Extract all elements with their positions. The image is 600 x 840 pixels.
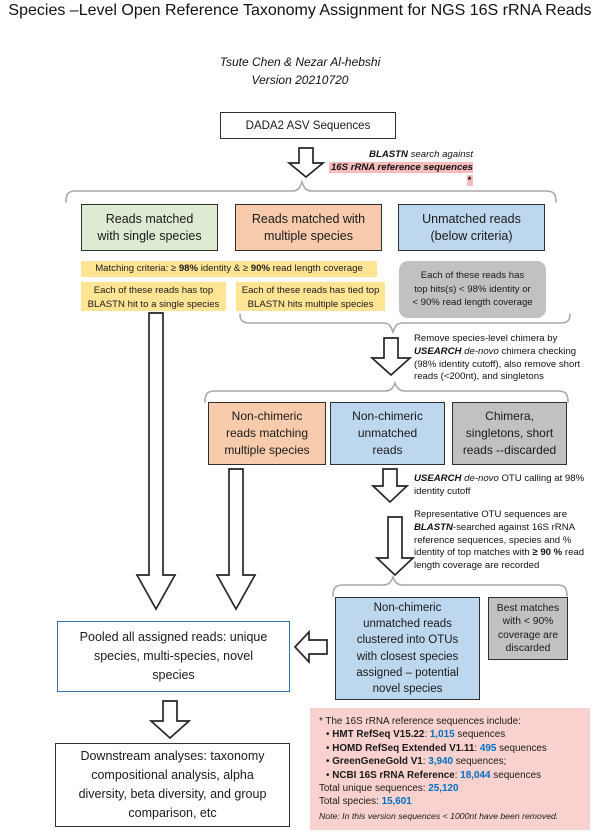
node-line: compositional analysis, alpha [91,768,254,782]
tool-name: USEARCH [414,345,462,357]
node-line: Best matches [496,602,560,614]
reference-item: • HOMD RefSeq Extended V1.11: 495 sequences [326,742,547,754]
note-unmatched-reads [399,261,546,318]
node-line: coverage are [497,629,559,641]
merge-brace-icon [240,314,570,334]
node-line: discarded [505,642,551,654]
split-brace-icon [66,180,556,203]
reference-sequences-box [310,708,590,830]
node-line: Unmatched reads [422,211,521,226]
long-arrow-down-icon [136,312,176,610]
node-line: comparison, etc [128,806,217,820]
node-pooled-reads [57,621,290,692]
annotation-text: chimera checking (98% identity cutoff), also remove short reads (<200nt), and singletons [414,345,581,383]
node-line: multiple species [264,228,353,243]
node-line: with closest species [356,650,459,663]
annotation-text: -searched against 16S rRNA reference sequences, species and % identity of top matches with [414,521,575,559]
split-brace-icon [333,576,567,597]
note-line: Each of these reads has [420,270,525,282]
node-line: species [152,668,195,682]
arrow-down-icon [376,516,414,576]
node-line: unmatched [357,426,418,440]
annotation-chimera-removal [414,333,590,384]
node-line: unmatched reads [363,618,452,631]
arrow-down-icon [371,337,411,376]
node-line: clustered into OTUs [356,634,459,647]
node-unmatched-reads [398,204,545,251]
node-matched-single-species [81,204,218,251]
note-single-species [81,282,226,311]
node-line: Non-chimeric [352,409,423,423]
bullet-icon: • [326,756,330,768]
node-line: diversity, beta diversity, and group [78,787,267,801]
criteria-text: Matching criteria: ≥ [95,263,179,274]
annotation-blastn-line1: BLASTN search against [369,149,473,160]
node-line: assigned – potential [356,666,459,679]
node-nonchimeric-unmatched [330,402,445,465]
node-line: with single species [97,228,202,243]
annotation-text: de-novo [461,473,499,484]
node-discarded-reads [452,402,567,465]
annotation-blastn-line2: 16S rRNA reference sequences * [330,161,473,186]
title-line1: Species –Level Open Reference Taxonomy Assignment [8,2,404,19]
reference-total: Total unique sequences: 25,120 [319,783,459,795]
node-low-coverage-discarded [488,597,568,660]
annotation-text: Representative OTU sequences are [414,509,568,520]
split-brace-icon [205,382,568,402]
page-title [0,0,600,22]
note-multiple-species [236,282,385,311]
matching-criteria-bar [81,261,377,277]
node-matched-multiple-species [235,204,382,251]
node-line: novel species [372,682,443,695]
note-line: Each of these reads has top [93,285,214,296]
reference-header: * The 16S rRNA reference sequences include: [319,716,521,727]
node-line: Non-chimeric [373,601,442,614]
reference-total: Total species: 15,601 [319,796,412,808]
note-line: < 90% read length coverage [412,297,533,309]
note-line: BLASTN hit to a single species [87,298,220,310]
annotation-text: read length coverage are recorded [414,547,585,572]
node-line: species, multi-species, novel [93,649,254,663]
annotation-text: de-novo [461,345,499,357]
node-line: Non-chimeric [231,409,303,423]
title-line2: for NGS 16S rRNA Reads [407,2,592,19]
bullet-icon: • [326,769,330,781]
node-line: reads [372,443,403,457]
node-otu-clustered [335,597,480,700]
annotation-text: Remove species-level chimera by [414,333,558,344]
node-line: Reads matched [105,211,194,226]
node-line: with < 90% [502,616,554,628]
reference-item: • NCBI 16S rRNA Reference: 18,044 sequences [326,769,542,781]
node-line: multiple species [224,443,310,457]
criteria-text: read length coverage [269,263,363,274]
note-line: Each of these reads has tied top [241,285,380,296]
tool-name: USEARCH [414,473,462,484]
node-line: Pooled all assigned reads: unique [79,630,268,644]
arrow-down-icon [150,700,190,739]
arrow-left-icon [294,629,328,665]
reference-item: • HMT RefSeq V15.22: 1,015 sequences [326,729,506,741]
bullet-icon: • [326,742,330,754]
node-line: reads matching [225,426,309,440]
bullet-icon: • [326,729,330,741]
node-dada2-asv [220,112,396,139]
node-line: reads --discarded [462,443,557,457]
version-label: Version 20210720 [251,73,349,87]
criteria-value: 98% [178,263,199,274]
arrow-down-icon [372,468,408,503]
annotation-representative-otu [414,509,592,573]
tool-name: BLASTN [414,521,453,533]
annotation-value: ≥ 90 % [532,547,563,559]
node-line: singletons, short [465,426,554,440]
annotation-otu-calling [414,473,590,499]
arrow-down-icon [288,147,324,178]
criteria-text: identity & ≥ [198,263,251,274]
node-line: Chimera, [485,409,534,423]
annotation-text: OTU calling at 98% identity cutoff [414,473,585,497]
node-line: (below criteria) [430,228,513,243]
node-line: Reads matched with [251,211,366,226]
reference-note: Note: In this version sequences < 1000nt have been removed. [319,810,559,821]
node-nonchimeric-multiple [208,402,326,465]
node-line: Downstream analyses: taxonomy [80,749,265,763]
note-line: top hits(s) < 98% identity or [414,283,531,295]
node-dada2-label: DADA2 ASV Sequences [245,119,371,132]
authors: Tsute Chen & Nezar Al-hebshi [219,55,381,69]
reference-item: • GreenGeneGold V1: 3,940 sequences; [326,756,507,768]
long-arrow-down-icon [216,468,256,610]
node-downstream-analyses [55,743,290,827]
criteria-value: 90% [250,263,270,274]
note-line: BLASTN hits multiple species [247,298,374,310]
